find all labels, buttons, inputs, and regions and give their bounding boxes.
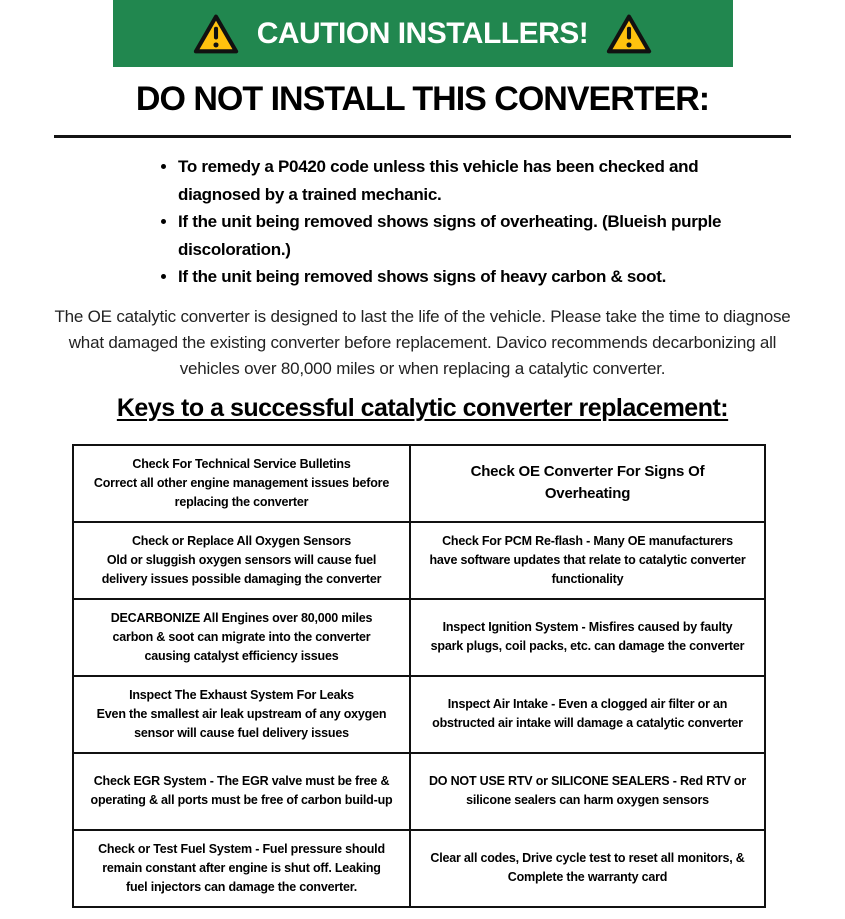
cell-body: Inspect Ignition System - Misfires caused by faulty spark plugs, coil packs, etc. can damage the converter	[430, 620, 745, 654]
cell-body: Check OE Converter For Signs Of Overheating	[470, 462, 705, 503]
table-cell	[410, 445, 765, 522]
table-cell	[410, 830, 765, 907]
table-cell	[73, 830, 410, 907]
cell-body: Check EGR System - The EGR valve must be free & operating & all ports must be free of carbon build-up	[90, 774, 393, 808]
cell-body: DECARBONIZE All Engines over 80,000 miles carbon & soot can migrate into the converter causing catalyst efficiency issues	[110, 611, 373, 663]
table-row	[73, 445, 765, 522]
divider-line	[54, 135, 791, 138]
table-cell	[410, 676, 765, 753]
table-row	[73, 830, 765, 907]
page-title: DO NOT INSTALL THIS CONVERTER:	[135, 80, 710, 118]
banner-title: CAUTION INSTALLERS!	[256, 16, 589, 50]
cell-body: Even the smallest air leak upstream of any oxygen sensor will cause fuel delivery issues	[96, 706, 387, 740]
paragraph-line: vehicles over 80,000 miles or when replacing a catalytic converter.	[179, 359, 666, 379]
table-cell	[73, 676, 410, 753]
table-row	[73, 753, 765, 830]
table-cell	[73, 445, 410, 522]
tips-table	[72, 444, 766, 908]
keys-heading: Keys to a successful catalytic converter replacement:	[116, 393, 729, 422]
warning-triangle-icon	[193, 13, 239, 55]
list-item: • If the unit being removed shows signs of overheating. (Blueish purple discoloration.)	[178, 208, 740, 263]
cell-body: Clear all codes, Drive cycle test to reset all monitors, & Complete the warranty card	[430, 851, 745, 885]
warning-list	[150, 153, 740, 291]
table-row	[73, 522, 765, 599]
table-cell	[73, 599, 410, 676]
table-row	[73, 676, 765, 753]
paragraph-line: what damaged the existing converter before replacement. Davico recommends decarbonizing all	[68, 333, 777, 352]
table-cell	[410, 753, 765, 830]
warning-triangle-icon	[606, 13, 652, 55]
table-cell	[410, 522, 765, 599]
cell-title: Check or Replace All Oxygen Sensors	[131, 534, 351, 549]
cell-title: Check For Technical Service Bulletins	[132, 457, 351, 472]
cell-body: Inspect Air Intake - Even a clogged air filter or an obstructed air intake will damage a catalytic converter	[432, 697, 743, 731]
table-cell	[73, 753, 410, 830]
table-cell	[410, 599, 765, 676]
intro-paragraph	[0, 304, 845, 383]
list-item: • To remedy a P0420 code unless this vehicle has been checked and diagnosed by a trained mechanic.	[178, 153, 740, 208]
caution-banner	[113, 0, 733, 67]
cell-body: Check or Test Fuel System - Fuel pressure should remain constant after engine is shut off. Leaking fuel injectors can damage the converter.	[98, 842, 385, 894]
cell-body: Old or sluggish oxygen sensors will cause fuel delivery issues possible damaging the converter	[101, 552, 382, 586]
cell-body: Correct all other engine management issues before replacing the converter	[93, 475, 390, 509]
cell-body: Check For PCM Re-flash - Many OE manufacturers have software updates that relate to catalytic converter functionality	[429, 534, 746, 586]
table-row	[73, 599, 765, 676]
list-item: • If the unit being removed shows signs of heavy carbon & soot.	[178, 263, 740, 291]
cell-title: Inspect The Exhaust System For Leaks	[129, 688, 354, 703]
paragraph-line: The OE catalytic converter is designed to last the life of the vehicle. Please take the time to diagnose	[54, 306, 791, 326]
table-cell	[73, 522, 410, 599]
cell-body: DO NOT USE RTV or SILICONE SEALERS - Red RTV or silicone sealers can harm oxygen sensors	[428, 774, 747, 808]
